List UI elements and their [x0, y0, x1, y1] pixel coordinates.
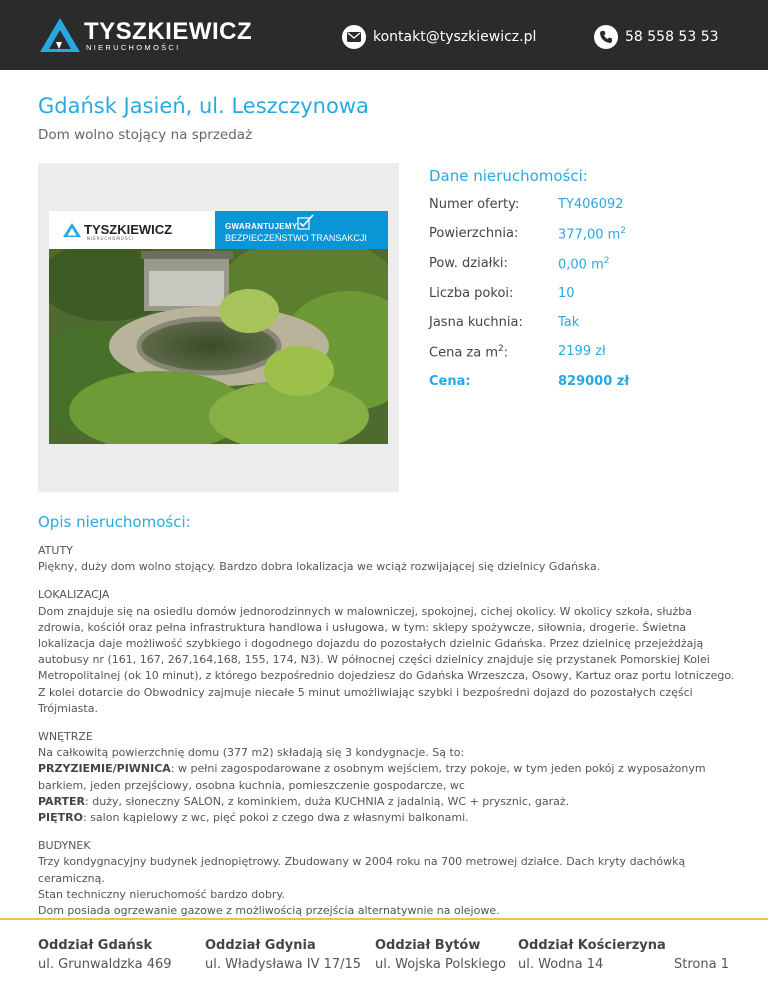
section-text: Piękny, duży dom wolno stojący. Bardzo dobra lokalizacja we wciąż rozwijającej się dzielnicy Gdańska.: [38, 560, 601, 574]
detail-label: Jasna kuchnia:: [429, 315, 523, 330]
section-text: Na całkowitą powierzchnię domu (377 m2) składają się 3 kondygnacje. Są to:: [38, 746, 465, 760]
detail-label: Liczba pokoi:: [429, 286, 514, 301]
phone-contact[interactable]: [594, 25, 719, 49]
description-heading: Opis nieruchomości:: [38, 513, 191, 531]
office-address: ul. Grunwaldzka 469: [38, 957, 172, 972]
property-photo[interactable]: [49, 211, 388, 444]
office-name: Oddział Gdynia: [205, 938, 316, 953]
security-banner: [49, 211, 388, 249]
detail-label: Pow. działki:: [429, 256, 508, 271]
detail-row-plot-area: [429, 256, 739, 285]
floor-first: PIĘTRO: salon kąpielowy z wc, pięć pokoi z czego dwa z własnymi balkonami.: [38, 811, 469, 825]
detail-label: Cena za $m^2$:: [429, 344, 509, 361]
section-title: BUDYNEK: [38, 839, 91, 853]
details-heading: Dane nieruchomości:: [429, 167, 588, 185]
floor-basement: PRZYZIEMIE/PIWNICA: w pełni zagospodarowane z osobnym wejściem, trzy pokoje, w tym jeden pokój z wyposażonym barkiem, jeden przejściowy, osobna kuchnia, pomieszczenie gospodarcze, wc: [38, 762, 706, 792]
listing-title: Gdańsk Jasień, ul. Leszczynowa: [38, 94, 369, 118]
section-text: Dom posiada ogrzewanie gazowe z możliwością przejścia alternatywnie na olejowe.: [38, 904, 500, 917]
office-gdansk: [38, 938, 172, 972]
page-header: [0, 0, 768, 70]
listing-subtitle: Dom wolno stojący na sprzedaż: [38, 127, 253, 143]
banner-logo-area: [49, 211, 215, 249]
logo-wordmark: TYSZKIEWICZ: [84, 18, 253, 45]
detail-value: 829000 zł: [558, 374, 630, 389]
property-photo-frame: [38, 163, 399, 492]
detail-label: Cena:: [429, 374, 471, 389]
logo-subtitle: NIERUCHOMOŚCI: [86, 43, 181, 52]
company-logo[interactable]: [38, 16, 268, 56]
page-footer: [0, 920, 768, 994]
detail-label: Powierzchnia:: [429, 226, 519, 241]
email-contact[interactable]: [342, 25, 536, 49]
detail-row-price-per-m2: [429, 344, 739, 373]
section-atuty: [38, 543, 738, 575]
detail-value: TY406092: [558, 197, 624, 212]
office-address: ul. Władysława IV 17/15: [205, 957, 362, 972]
phone-number[interactable]: 58 558 53 53: [625, 29, 719, 45]
section-text: Stan techniczny nieruchomość bardzo dobry.: [38, 887, 285, 901]
section-title: ATUTY: [38, 544, 73, 557]
office-gdynia: [205, 938, 361, 972]
office-name: Oddział Bytów: [375, 938, 481, 953]
detail-row-area: [429, 226, 739, 255]
detail-value: Tak: [558, 315, 580, 330]
banner-guarantee-line1: GWARANTUJEMY: [225, 222, 298, 231]
section-wnetrze: [38, 729, 738, 826]
banner-logo-icon: [62, 222, 82, 238]
section-budynek: [38, 838, 738, 917]
office-name: Oddział Gdańsk: [38, 938, 153, 953]
detail-label: Numer oferty:: [429, 197, 520, 212]
logo-triangle-icon: [38, 16, 82, 54]
section-text: Trzy kondygnacyjny budynek jednopiętrowy. Zbudowany w 2004 roku na 700 metrowej działce. Dach kryty dachówką ceramiczną.: [38, 855, 686, 885]
checkbox-icon: [297, 214, 315, 230]
section-lokalizacja: [38, 587, 738, 717]
phone-icon: [594, 25, 618, 49]
detail-value: 377,00 $m^2$: [558, 226, 627, 243]
detail-value: 2199 zł: [558, 344, 606, 359]
office-bytow: [375, 938, 506, 972]
detail-row-price: [429, 374, 739, 403]
office-name: Oddział Kościerzyna: [518, 938, 666, 953]
office-koscierzyna: [518, 938, 666, 972]
detail-row-rooms: [429, 286, 739, 315]
floor-ground: PARTER: duży, słoneczny SALON, z kominkiem, duża KUCHNIA z jadalnią, WC + prysznic, garaż.: [38, 794, 570, 808]
email-address[interactable]: kontakt@tyszkiewicz.pl: [373, 29, 537, 45]
envelope-icon: [342, 25, 366, 49]
section-text: Dom znajduje się na osiedlu domów jednorodzinnych w malowniczej, spokojnej, cichej okolicy. W okolicy szkoła, służba zdrowia, kościół oraz pełna infrastruktura handlowa i usługowa, w tym: sklepy spożywcze, siłownia, drogerie. Świetna lokalizacja daje możliwość szybkiego i dogodnego dojazdu do pozostałych dzielnic Gdańska. Przez dzielnicę przejeżdżają autobusy nr (161, 167, 267,164,168, 155, 174, N3). W północnej części dzielnicy znajduje się przystanek Pomorskiej Kolei Metropolitalnej (ok 10 minut), z którego bezpośrednio dojedziesz do Gdańska Wrzeszcza, Osowy, Kartuz oraz portu lotniczego. Z kolei dotarcie do Obwodnicy zajmuje niecałe 5 minut umożliwiając szybki i bezpośredni dojazd do pozostałych części Trójmiasta.: [38, 604, 735, 715]
detail-row-offer-number: [429, 197, 739, 226]
page-number: Strona 1: [674, 957, 729, 972]
detail-row-bright-kitchen: [429, 315, 739, 344]
detail-value: 10: [558, 286, 575, 301]
banner-logo-text: TYSZKIEWICZ: [84, 222, 173, 237]
office-address: ul. Wojska Polskiego: [375, 957, 507, 972]
banner-guarantee-line2: BEZPIECZEŃSTWO TRANSAKCJI: [225, 233, 367, 243]
banner-guarantee-area: [215, 211, 388, 249]
section-title: WNĘTRZE: [38, 730, 93, 744]
detail-value: 0,00 $m^2$: [558, 256, 610, 273]
description-body: [38, 543, 738, 917]
banner-logo-subtitle: NIERUCHOMOŚCI: [87, 236, 135, 241]
office-address: ul. Wodna 14: [518, 957, 604, 972]
section-title: LOKALIZACJA: [38, 588, 110, 602]
